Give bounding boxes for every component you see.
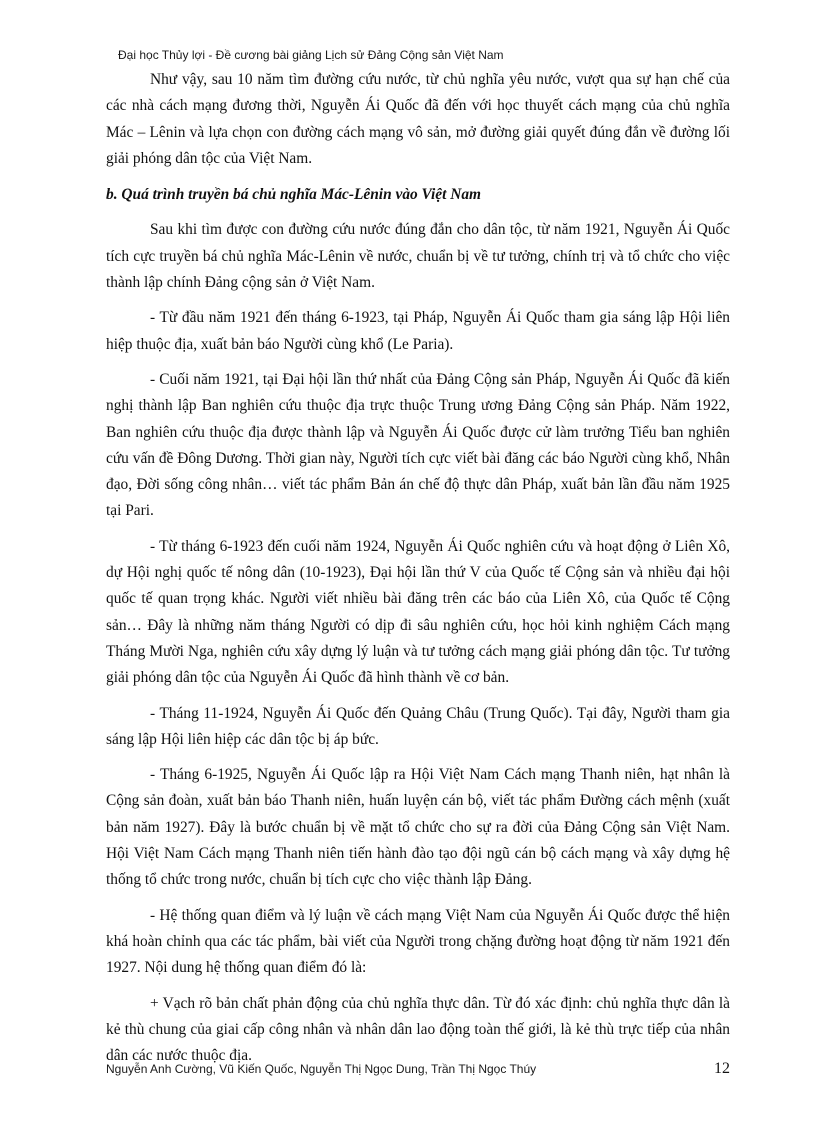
- paragraph-jun-1925: - Tháng 6-1925, Nguyễn Ái Quốc lập ra Hội Việt Nam Cách mạng Thanh niên, hạt nhân là Cộng sản đoàn, xuất bản báo Thanh niên, huấn luyện cán bộ, viết tác phẩm Đường cách mệnh (xuất bản năm 1927). Đây là bước chuẩn bị về mặt tổ chức cho sự ra đời của Đảng Cộng sản Việt Nam. Hội Việt Nam Cách mạng Thanh niên tiến hành đào tạo đội ngũ cán bộ cách mạng và xây dựng hệ thống tổ chức trong nước, chuẩn bị tích cực cho việc thành lập Đảng.: [106, 766, 730, 889]
- footer-authors: Nguyễn Anh Cường, Vũ Kiến Quốc, Nguyễn Thị Ngọc Dung, Trần Thị Ngọc Thúy: [106, 1062, 537, 1076]
- paragraph-1921-1923: - Từ đầu năm 1921 đến tháng 6-1923, tại Pháp, Nguyễn Ái Quốc tham gia sáng lập Hội liên hiệp thuộc địa, xuất bản báo Người cùng khổ (Le Paria).: [106, 309, 730, 353]
- paragraph-intro: Sau khi tìm được con đường cứu nước đúng đắn cho dân tộc, từ năm 1921, Nguyễn Ái Quốc tích cực truyền bá chủ nghĩa Mác-Lênin về nước, chuẩn bị về tư tưởng, chính trị và tổ chức cho việc thành lập chính Đảng cộng sản ở Việt Nam.: [106, 221, 730, 292]
- paragraph-nov-1924: - Tháng 11-1924, Nguyễn Ái Quốc đến Quảng Châu (Trung Quốc). Tại đây, Người tham gia sáng lập Hội liên hiệp các dân tộc bị áp bức.: [106, 704, 730, 748]
- paragraph-1923-1924: - Từ tháng 6-1923 đến cuối năm 1924, Nguyễn Ái Quốc nghiên cứu và hoạt động ở Liên Xô, dự Hội nghị quốc tế nông dân (10-1923), Đại hội lần thứ V của Quốc tế Cộng sản và nhiều đại hội quốc tế quan trọng khác. Người viết nhiều bài đăng trên các báo của Liên Xô, của Quốc tế Cộng sản… Đây là những năm tháng Người có dịp đi sâu nghiên cứu, học hỏi kinh nghiệm Cách mạng Tháng Mười Nga, nghiên cứu xây dựng lý luận và tư tưởng cách mạng giải phóng dân tộc. Tư tưởng giải phóng dân tộc của Nguyễn Ái Quốc đã hình thành về cơ bản.: [106, 537, 730, 687]
- section-heading: b. Quá trình truyền bá chủ nghĩa Mác-Lênin vào Việt Nam: [106, 186, 481, 204]
- page-header: Đại học Thủy lợi - Đề cương bài giảng Lịch sử Đảng Cộng sản Việt Nam: [118, 48, 504, 62]
- paragraph-conclusion: Như vậy, sau 10 năm tìm đường cứu nước, từ chủ nghĩa yêu nước, vượt qua sự hạn chế của các nhà cách mạng đương thời, Nguyễn Ái Quốc đã đến với học thuyết cách mạng của chủ nghĩa Mác – Lênin và lựa chọn con đường cách mạng vô sản, mở đường giải quyết đúng đắn về đường lối giải phóng dân tộc của Việt Nam.: [106, 71, 730, 167]
- page-number: 12: [714, 1060, 730, 1077]
- paragraph-viewpoints: - Hệ thống quan điểm và lý luận về cách mạng Việt Nam của Nguyễn Ái Quốc được thể hiện khá hoàn chỉnh qua các tác phẩm, bài viết của Người trong chặng đường hoạt động từ năm 1921 đến 1927. Nội dung hệ thống quan điểm đó là:: [106, 906, 730, 977]
- paragraph-colonialism: + Vạch rõ bản chất phản động của chủ nghĩa thực dân. Từ đó xác định: chủ nghĩa thực dân là kẻ thù chung của giai cấp công nhân và nhân dân lao động toàn thế giới, là kẻ thù trực tiếp của nhân dân các nước thuộc địa.: [106, 994, 730, 1065]
- document-body: [106, 67, 730, 1078]
- paragraph-late-1921: - Cuối năm 1921, tại Đại hội lần thứ nhất của Đảng Cộng sản Pháp, Nguyễn Ái Quốc đã kiến nghị thành lập Ban nghiên cứu thuộc địa trực thuộc Trung ương Đảng Cộng sản Pháp. Năm 1922, Ban nghiên cứu thuộc địa được thành lập và Nguyễn Ái Quốc được cử làm trưởng Tiểu ban nghiên cứu vấn đề Đông Dương. Thời gian này, Người tích cực viết bài đăng các báo Người cùng khổ, Nhân đạo, Đời sống công nhân… viết tác phẩm Bản án chế độ thực dân Pháp, xuất bản lần đầu năm 1925 tại Pari.: [106, 370, 730, 520]
